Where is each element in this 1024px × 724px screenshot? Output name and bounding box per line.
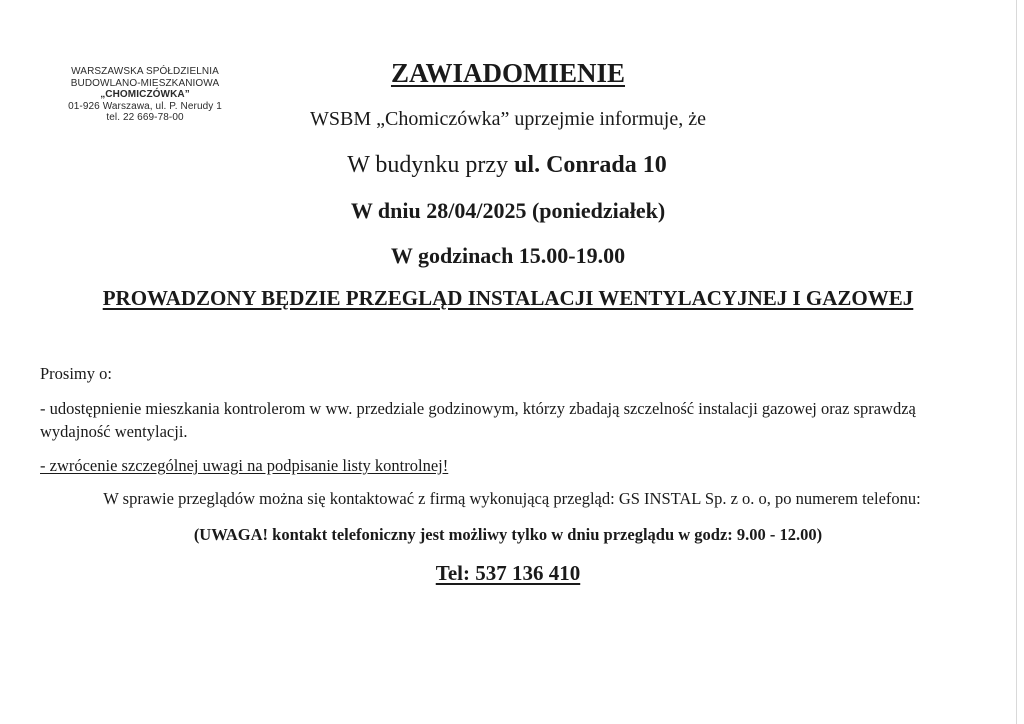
- contact-warning: (UWAGA! kontakt telefoniczny jest możliwy tylko w dniu przeglądu w godz: 9.00 - 12.00): [193, 525, 823, 544]
- stamp-line-name: WARSZAWSKA SPÓŁDZIELNIA: [71, 66, 219, 77]
- stamp-line-phone: tel. 22 669-78-00: [106, 112, 184, 123]
- stamp-line-address: 01-926 Warszawa, ul. P. Nerudy 1: [68, 100, 222, 112]
- cooperative-stamp: [50, 66, 240, 124]
- building-prefix: W budynku przy: [347, 152, 515, 178]
- notice-hours: W godzinach 15.00-19.00: [390, 243, 626, 268]
- notice-headline: PROWADZONY BĘDZIE PRZEGLĄD INSTALACJI WENTYLACYJNEJ I GAZOWEJ: [102, 286, 914, 310]
- contact-info: W sprawie przeglądów można się kontaktować z firmą wykonującą przegląd: GS INSTAL Sp. z o. o, po numerem telefonu:: [103, 489, 921, 508]
- notice-intro: WSBM „Chomiczówka” uprzejmie informuje, że: [310, 108, 706, 130]
- page-edge-divider: [1016, 0, 1017, 724]
- notice-title: ZAWIADOMIENIE: [390, 58, 626, 88]
- stamp-line-type: BUDOWLANO-MIESZKANIOWA: [70, 77, 220, 89]
- notice-building: [0, 152, 1014, 179]
- contact-phone: Tel: 537 136 410: [435, 561, 581, 585]
- request-intro: Prosimy o:: [40, 364, 112, 383]
- stamp-line-brand: „CHOMICZÓWKA”: [100, 89, 190, 100]
- building-address: ul. Conrada 10: [514, 152, 667, 178]
- request-item-checklist: - zwrócenie szczególnej uwagi na podpisanie listy kontrolnej!: [40, 456, 449, 475]
- request-item-access: - udostępnienie mieszkania kontrolerom w ww. przedziale godzinowym, którzy zbadają szczelność instalacji gazowej oraz sprawdzą wydajność wentylacji.: [40, 399, 916, 441]
- notice-date: W dniu 28/04/2025 (poniedziałek): [350, 198, 666, 223]
